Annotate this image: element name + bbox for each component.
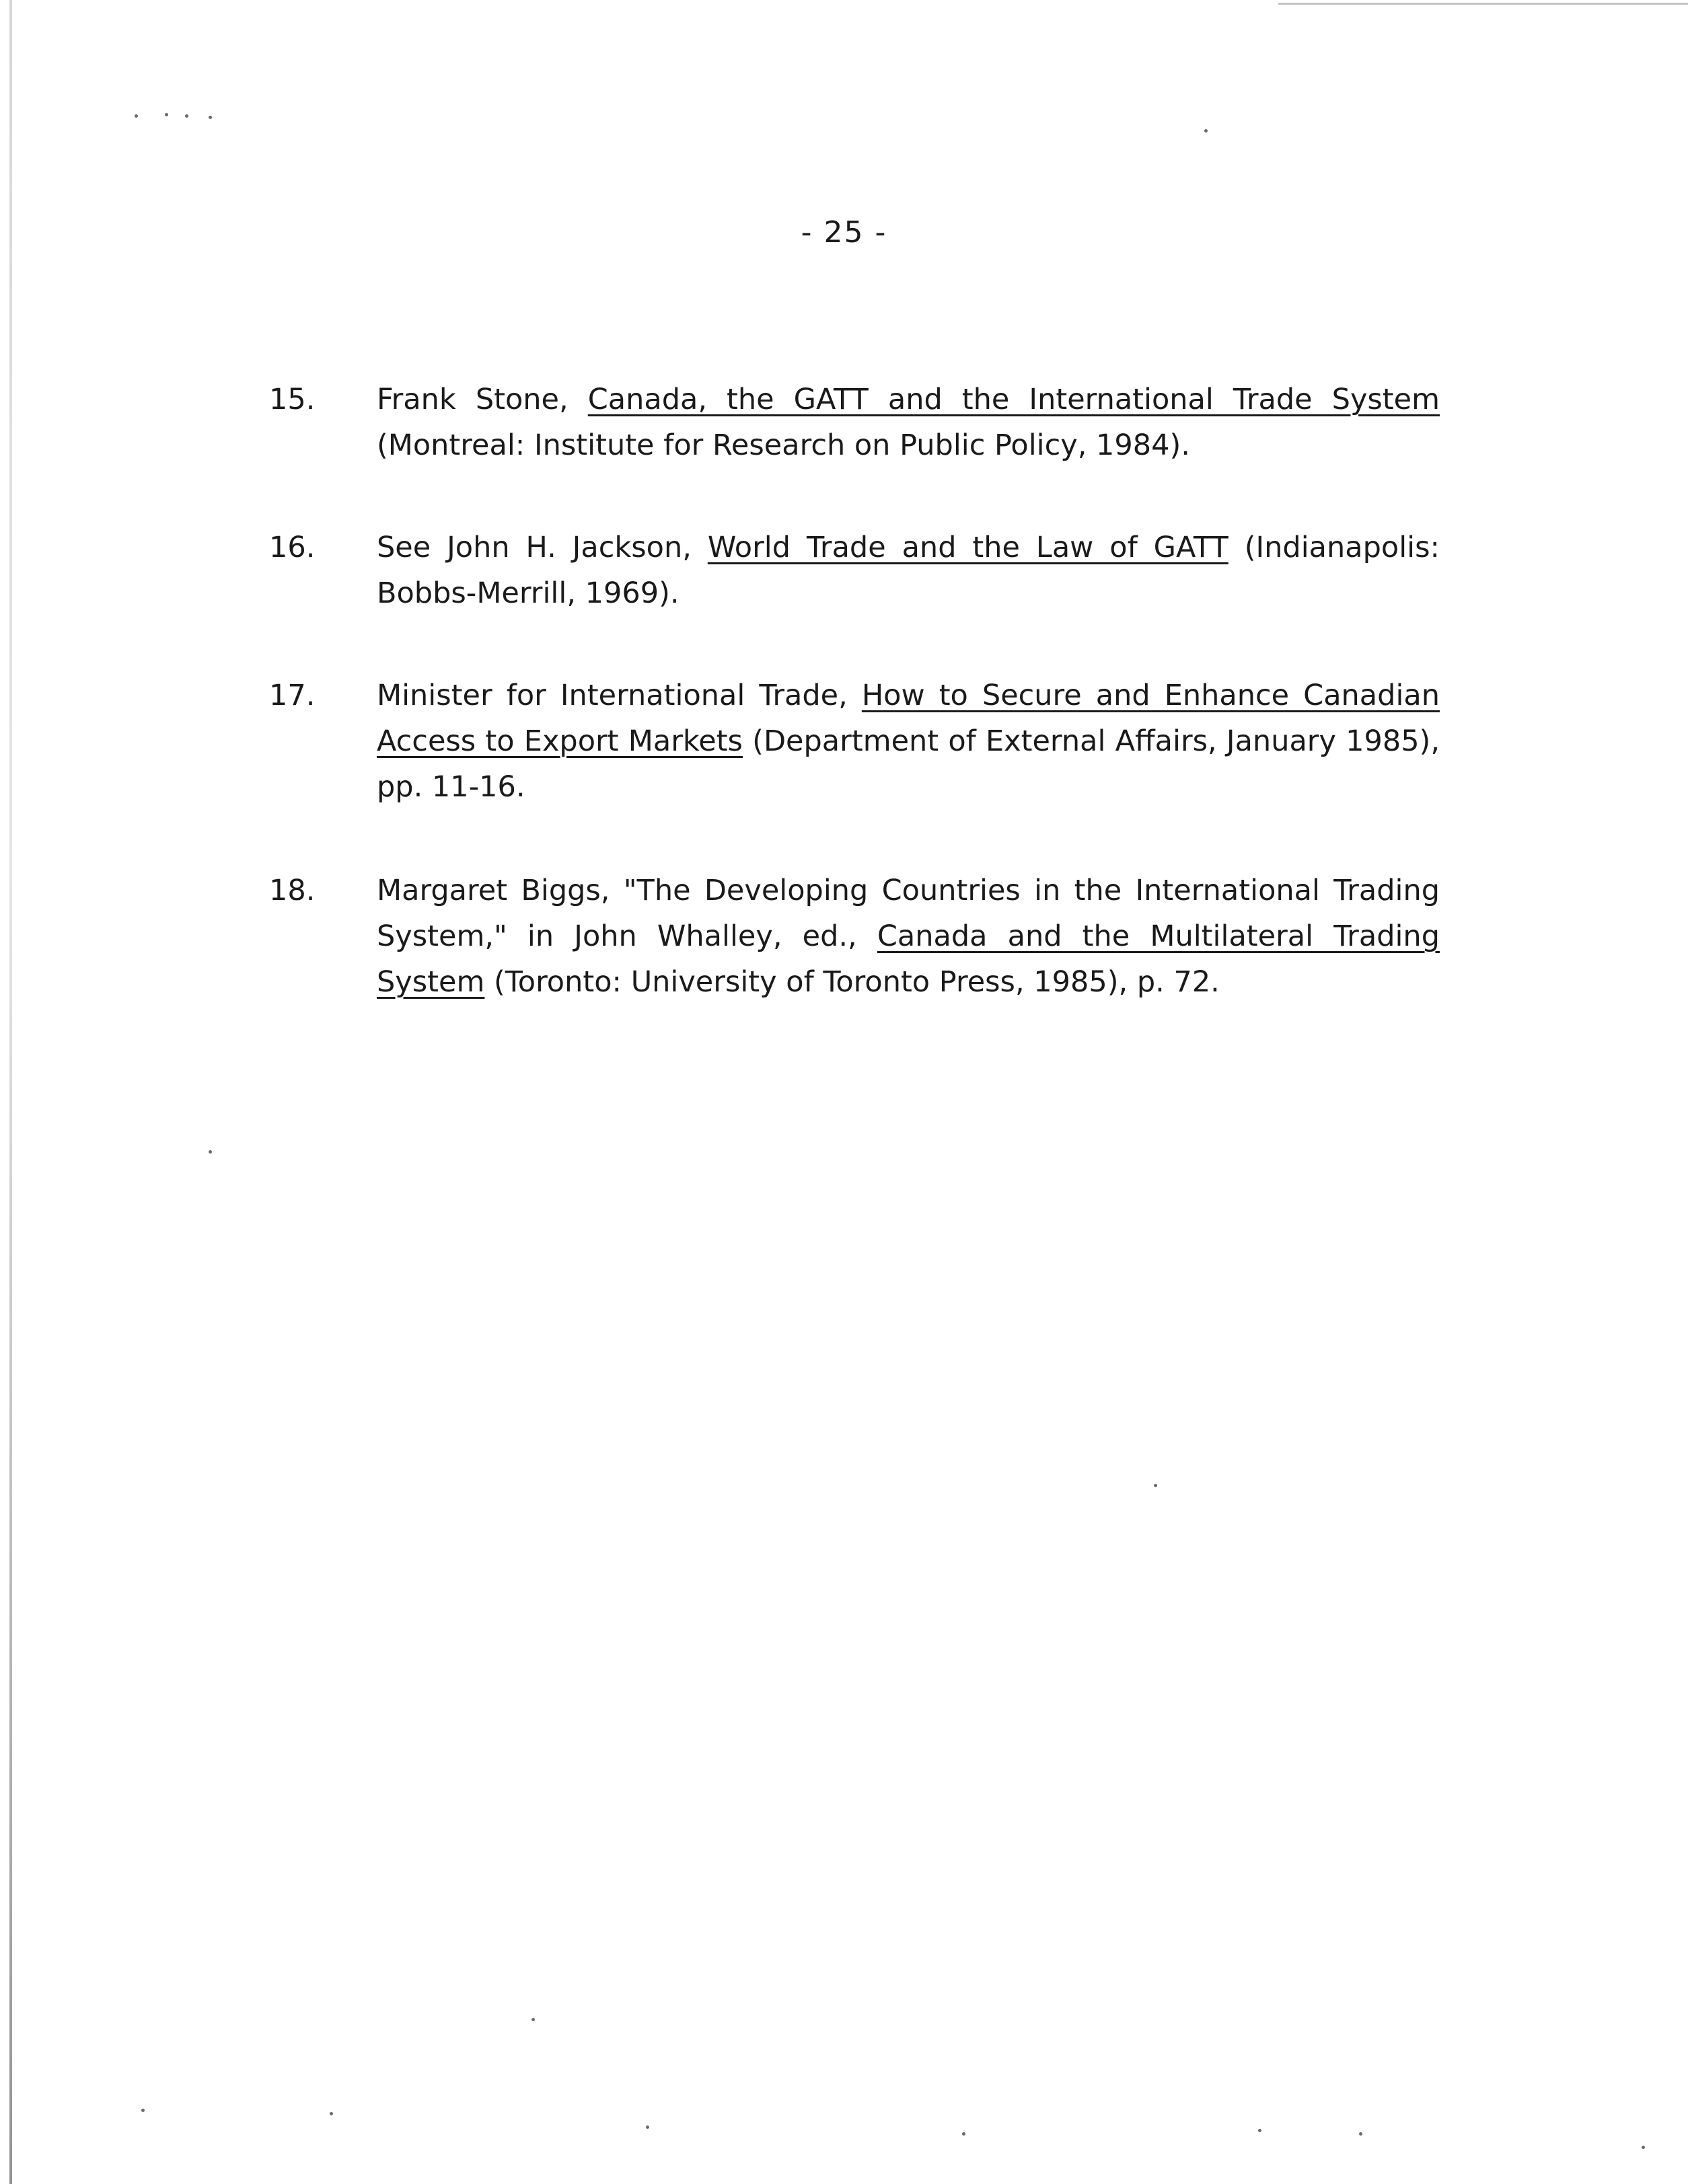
scan-speck [209, 1150, 212, 1154]
footnote-title: Canada, the GATT and the International Trade System [587, 383, 1440, 416]
footnote-number: 16. [269, 531, 316, 564]
footnote-text-after: (Department of External Affairs, January 1985), pp. 11-16. [377, 724, 1440, 804]
scan-speck [330, 2112, 333, 2115]
footnote-text-after: (Toronto: University of Toronto Press, 1985), p. 72. [484, 965, 1220, 999]
footnote-18 [269, 868, 1440, 1005]
scan-edge-left [9, 0, 12, 2184]
footnote-16 [269, 525, 1440, 616]
scan-speck [141, 2109, 145, 2112]
scan-speck [1642, 2146, 1645, 2149]
scan-speck [135, 114, 138, 118]
footnote-text [377, 673, 1440, 810]
scan-speck [1154, 1484, 1157, 1487]
footnote-number: 15. [269, 383, 316, 416]
scan-speck [1204, 129, 1208, 133]
scan-speck [185, 114, 188, 118]
footnote-text-before: Minister for International Trade, [377, 679, 862, 712]
footnote-17 [269, 673, 1440, 810]
footnote-title: Canada and the Multilateral Trading System [377, 919, 1440, 999]
scan-speck [531, 2018, 535, 2021]
scan-edge-top [1278, 3, 1688, 5]
footnote-text [377, 525, 1440, 616]
scan-speck [1359, 2132, 1362, 2136]
scan-speck [962, 2132, 965, 2136]
page-number: - 25 - [801, 215, 887, 250]
footnote-text-after: (Montreal: Institute for Research on Public Policy, 1984). [377, 428, 1190, 462]
footnote-text-before: See John H. Jackson, [377, 531, 708, 564]
scan-speck [209, 116, 212, 119]
footnote-text [377, 868, 1440, 1005]
footnote-title: World Trade and the Law of GATT [707, 531, 1228, 564]
footnote-number: 17. [269, 679, 316, 712]
footnote-text-before: Margaret Biggs, "The Developing Countries in the International Trading System," in John Whalley, ed., [377, 874, 1440, 953]
scan-speck [646, 2125, 649, 2129]
footnote-title: How to Secure and Enhance Canadian Access to Export Markets [377, 679, 1440, 758]
footnote-15 [269, 377, 1440, 468]
footnote-text [377, 377, 1440, 468]
scan-speck [1258, 2129, 1261, 2132]
scan-speck [165, 113, 168, 116]
footnote-text-before: Frank Stone, [377, 383, 588, 416]
footnote-number: 18. [269, 874, 316, 907]
footnote-text-after: (Indianapolis: Bobbs-Merrill, 1969). [377, 531, 1440, 610]
